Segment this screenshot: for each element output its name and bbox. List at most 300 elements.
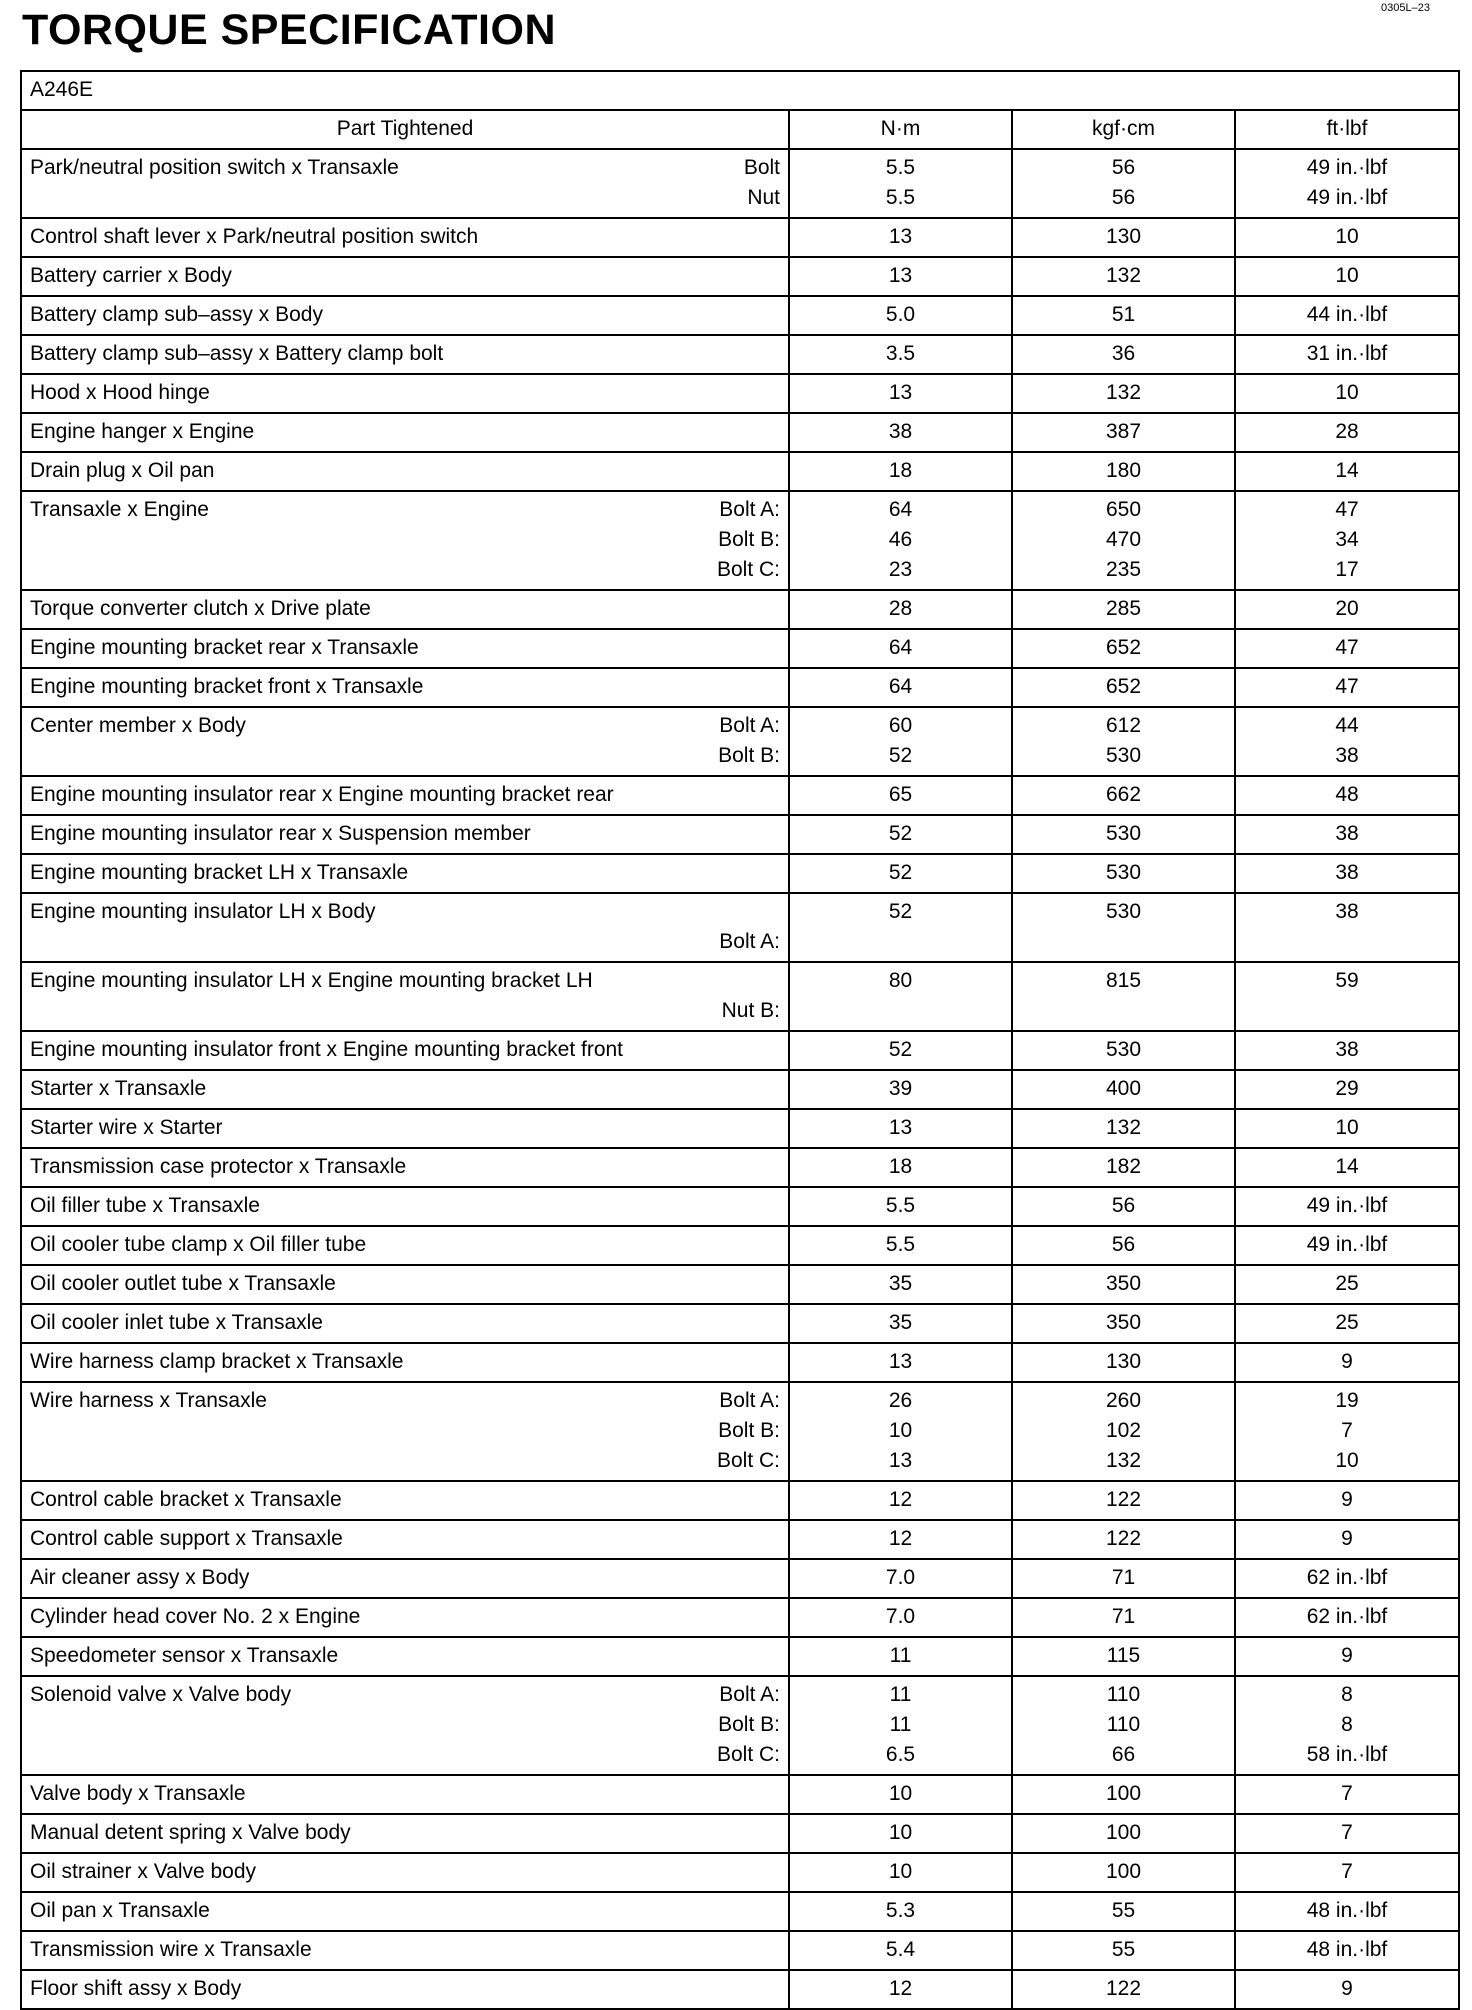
value-ft-lbf-cell — [1235, 1226, 1459, 1265]
part-name: Center member x Body — [30, 714, 246, 737]
value-ft-lbf: 10 — [1335, 225, 1359, 248]
part-cell — [21, 1676, 789, 1775]
part-name: Valve body x Transaxle — [30, 1782, 246, 1805]
value-kgf-cm: 55 — [1111, 1938, 1136, 1961]
value-nm-cell — [789, 1109, 1012, 1148]
value-ft-lbf: 7 — [1341, 1419, 1353, 1442]
part-line — [30, 1818, 780, 1848]
value-kgf-cm: 350 — [1105, 1311, 1142, 1334]
value-ft-lbf-cell — [1235, 1481, 1459, 1520]
value-kgf-cm-cell — [1012, 374, 1235, 413]
value-nm: 13 — [888, 264, 913, 287]
value-kgf-cm-cell — [1012, 1382, 1235, 1481]
value-ft-lbf-cell — [1235, 1931, 1459, 1970]
fastener-label: Nut B: — [721, 999, 780, 1022]
value-kgf-cm-cell — [1012, 668, 1235, 707]
value-kgf-cm: 122 — [1105, 1488, 1142, 1511]
part-cell — [21, 629, 789, 668]
value-ft-lbf: 47 — [1335, 636, 1359, 659]
value-nm: 5.5 — [885, 1233, 916, 1256]
part-cell — [21, 590, 789, 629]
value-kgf-cm-cell — [1012, 1931, 1235, 1970]
value-ft-lbf: 38 — [1335, 744, 1359, 767]
value-ft-lbf: 20 — [1335, 597, 1359, 620]
part-cell — [21, 1481, 789, 1520]
value-nm: 5.3 — [885, 1899, 916, 1922]
value-ft-lbf-cell — [1235, 1970, 1459, 2009]
value-ft-lbf-cell — [1235, 1109, 1459, 1148]
table-row — [21, 1853, 1459, 1892]
value-kgf-cm: 56 — [1111, 1233, 1136, 1256]
value-nm-cell — [789, 218, 1012, 257]
value-ft-lbf-cell — [1235, 1148, 1459, 1187]
part-line — [30, 495, 780, 525]
value-nm-cell — [789, 374, 1012, 413]
value-kgf-cm-cell — [1012, 1814, 1235, 1853]
part-name: Battery clamp sub–assy x Battery clamp bolt — [30, 342, 444, 365]
value-nm-cell — [789, 1148, 1012, 1187]
value-nm-cell — [789, 1520, 1012, 1559]
value-nm-cell — [789, 707, 1012, 776]
table-row — [21, 374, 1459, 413]
value-ft-lbf-cell — [1235, 1265, 1459, 1304]
value-kgf-cm-cell — [1012, 335, 1235, 374]
table-row — [21, 893, 1459, 962]
value-nm: 60 — [888, 714, 913, 737]
part-cell — [21, 1031, 789, 1070]
value-ft-lbf: 25 — [1335, 1311, 1359, 1334]
value-nm-cell — [789, 491, 1012, 590]
value-ft-lbf: 47 — [1335, 675, 1359, 698]
value-nm: 64 — [888, 675, 913, 698]
value-ft-lbf: 44 in.·lbf — [1306, 303, 1388, 326]
table-row — [21, 854, 1459, 893]
value-nm: 18 — [888, 459, 913, 482]
value-nm-cell — [789, 629, 1012, 668]
part-cell — [21, 1148, 789, 1187]
part-cell — [21, 815, 789, 854]
part-name: Hood x Hood hinge — [30, 381, 210, 404]
value-nm: 26 — [888, 1389, 913, 1412]
value-kgf-cm-cell — [1012, 296, 1235, 335]
value-ft-lbf: 49 in.·lbf — [1306, 1194, 1388, 1217]
value-nm-cell — [789, 776, 1012, 815]
value-nm-cell — [789, 1070, 1012, 1109]
fastener-label: Bolt B: — [718, 1713, 780, 1736]
value-kgf-cm-cell — [1012, 149, 1235, 218]
value-kgf-cm: 530 — [1105, 1038, 1142, 1061]
part-line — [30, 222, 780, 252]
part-line — [30, 1935, 780, 1965]
value-nm: 11 — [889, 1644, 912, 1667]
part-name: Engine mounting insulator LH x Engine mounting bracket LH — [30, 969, 593, 992]
value-ft-lbf-cell — [1235, 590, 1459, 629]
part-line — [30, 1974, 780, 2004]
part-cell — [21, 1109, 789, 1148]
part-line — [30, 1230, 780, 1260]
value-ft-lbf-cell — [1235, 815, 1459, 854]
value-nm: 64 — [888, 498, 913, 521]
part-line — [30, 966, 780, 996]
value-kgf-cm: 122 — [1105, 1977, 1142, 2000]
value-nm: 23 — [888, 558, 913, 581]
value-kgf-cm-cell — [1012, 1775, 1235, 1814]
part-cell — [21, 1775, 789, 1814]
part-line — [30, 1035, 780, 1065]
value-nm: 10 — [888, 1821, 913, 1844]
header-nm: N·m — [789, 110, 1012, 149]
value-ft-lbf-cell — [1235, 374, 1459, 413]
value-kgf-cm: 662 — [1105, 783, 1142, 806]
value-nm: 64 — [888, 636, 913, 659]
part-cell — [21, 149, 789, 218]
value-kgf-cm: 102 — [1105, 1419, 1142, 1442]
value-ft-lbf: 48 — [1335, 783, 1359, 806]
value-kgf-cm-cell — [1012, 452, 1235, 491]
fastener-label: Bolt A: — [719, 930, 780, 953]
value-nm-cell — [789, 1031, 1012, 1070]
part-line — [30, 594, 780, 624]
part-line — [30, 1857, 780, 1887]
part-name: Manual detent spring x Valve body — [30, 1821, 351, 1844]
table-row — [21, 1775, 1459, 1814]
value-ft-lbf: 10 — [1335, 1116, 1359, 1139]
part-cell — [21, 257, 789, 296]
value-kgf-cm: 115 — [1106, 1644, 1141, 1667]
value-kgf-cm-cell — [1012, 815, 1235, 854]
table-row — [21, 962, 1459, 1031]
value-ft-lbf-cell — [1235, 452, 1459, 491]
value-kgf-cm: 612 — [1105, 714, 1142, 737]
value-ft-lbf: 31 in.·lbf — [1306, 342, 1388, 365]
part-name: Battery clamp sub–assy x Body — [30, 303, 323, 326]
value-ft-lbf: 7 — [1341, 1860, 1353, 1883]
value-ft-lbf: 9 — [1341, 1488, 1353, 1511]
part-cell — [21, 335, 789, 374]
value-kgf-cm: 36 — [1111, 342, 1136, 365]
value-nm: 6.5 — [885, 1743, 916, 1766]
part-name: Oil cooler inlet tube x Transaxle — [30, 1311, 323, 1334]
value-ft-lbf: 14 — [1335, 1155, 1359, 1178]
value-ft-lbf-cell — [1235, 962, 1459, 1031]
fastener-label: Bolt C: — [716, 1449, 780, 1472]
fastener-label: Bolt B: — [718, 1419, 780, 1442]
value-ft-lbf: 8 — [1341, 1683, 1353, 1706]
part-line — [30, 927, 780, 957]
part-line — [30, 1074, 780, 1104]
table-row — [21, 218, 1459, 257]
value-nm-cell — [789, 1931, 1012, 1970]
value-nm: 35 — [888, 1272, 913, 1295]
part-line — [30, 153, 780, 183]
part-cell — [21, 218, 789, 257]
part-line — [30, 858, 780, 888]
value-ft-lbf-cell — [1235, 1304, 1459, 1343]
value-nm-cell — [789, 149, 1012, 218]
value-kgf-cm: 110 — [1106, 1683, 1141, 1706]
value-ft-lbf-cell — [1235, 854, 1459, 893]
value-nm-cell — [789, 1814, 1012, 1853]
value-kgf-cm: 180 — [1105, 459, 1142, 482]
part-cell — [21, 1637, 789, 1676]
value-kgf-cm: 182 — [1105, 1155, 1142, 1178]
part-name: Wire harness x Transaxle — [30, 1389, 267, 1412]
model-row — [21, 71, 1459, 110]
value-kgf-cm-cell — [1012, 1853, 1235, 1892]
value-kgf-cm: 132 — [1105, 381, 1142, 404]
part-line — [30, 1710, 780, 1740]
part-name: Park/neutral position switch x Transaxle — [30, 156, 399, 179]
part-line — [30, 1446, 780, 1476]
value-ft-lbf: 59 — [1335, 969, 1359, 992]
table-row — [21, 452, 1459, 491]
fastener-label: Bolt A: — [719, 1389, 780, 1412]
value-kgf-cm: 260 — [1105, 1389, 1142, 1412]
value-kgf-cm-cell — [1012, 629, 1235, 668]
value-nm: 5.4 — [885, 1938, 916, 1961]
table-row — [21, 776, 1459, 815]
value-nm-cell — [789, 668, 1012, 707]
value-ft-lbf: 9 — [1341, 1977, 1353, 2000]
part-name: Oil strainer x Valve body — [30, 1860, 257, 1883]
part-cell — [21, 1343, 789, 1382]
part-name: Oil filler tube x Transaxle — [30, 1194, 260, 1217]
table-row — [21, 1187, 1459, 1226]
part-line — [30, 1113, 780, 1143]
value-ft-lbf-cell — [1235, 1676, 1459, 1775]
part-name: Control cable support x Transaxle — [30, 1527, 343, 1550]
fastener-label: Bolt — [743, 156, 780, 179]
fastener-label: Bolt A: — [719, 498, 780, 521]
value-kgf-cm: 100 — [1105, 1860, 1142, 1883]
part-name: Speedometer sensor x Transaxle — [30, 1644, 339, 1667]
value-ft-lbf: 58 in.·lbf — [1306, 1743, 1388, 1766]
value-kgf-cm-cell — [1012, 1226, 1235, 1265]
part-line — [30, 1347, 780, 1377]
part-cell — [21, 1970, 789, 2009]
part-cell — [21, 776, 789, 815]
fastener-label: Bolt B: — [718, 528, 780, 551]
value-ft-lbf: 9 — [1341, 1350, 1353, 1373]
table-row — [21, 1676, 1459, 1775]
value-ft-lbf-cell — [1235, 257, 1459, 296]
value-ft-lbf-cell — [1235, 1031, 1459, 1070]
value-nm-cell — [789, 893, 1012, 962]
value-kgf-cm: 652 — [1105, 675, 1142, 698]
value-kgf-cm: 815 — [1105, 969, 1142, 992]
torque-spec-table — [20, 70, 1460, 2010]
fastener-label: Nut — [747, 186, 780, 209]
part-line — [30, 378, 780, 408]
part-name: Starter x Transaxle — [30, 1077, 207, 1100]
value-kgf-cm: 650 — [1105, 498, 1142, 521]
part-name: Transaxle x Engine — [30, 498, 209, 521]
table-row — [21, 815, 1459, 854]
value-ft-lbf: 17 — [1335, 558, 1359, 581]
part-cell — [21, 413, 789, 452]
part-line — [30, 1680, 780, 1710]
part-line — [30, 1485, 780, 1515]
table-row — [21, 1970, 1459, 2009]
value-kgf-cm: 350 — [1105, 1272, 1142, 1295]
value-kgf-cm: 132 — [1105, 1449, 1142, 1472]
value-nm: 7.0 — [885, 1605, 916, 1628]
part-cell — [21, 668, 789, 707]
value-kgf-cm: 55 — [1111, 1899, 1136, 1922]
part-name: Air cleaner assy x Body — [30, 1566, 250, 1589]
value-nm: 39 — [888, 1077, 913, 1100]
value-kgf-cm: 530 — [1105, 744, 1142, 767]
part-cell — [21, 1187, 789, 1226]
part-line — [30, 183, 780, 213]
value-nm-cell — [789, 257, 1012, 296]
page-title: TORQUE SPECIFICATION — [22, 6, 556, 54]
table-row — [21, 1031, 1459, 1070]
value-ft-lbf-cell — [1235, 296, 1459, 335]
part-line — [30, 1602, 780, 1632]
value-ft-lbf-cell — [1235, 1070, 1459, 1109]
table-row — [21, 629, 1459, 668]
table-row — [21, 1559, 1459, 1598]
value-ft-lbf: 38 — [1335, 861, 1359, 884]
value-nm: 52 — [888, 822, 913, 845]
part-line — [30, 633, 780, 663]
value-nm-cell — [789, 1676, 1012, 1775]
fastener-label: Bolt A: — [719, 1683, 780, 1706]
value-nm-cell — [789, 1304, 1012, 1343]
part-line — [30, 261, 780, 291]
part-line — [30, 1152, 780, 1182]
table-row — [21, 1520, 1459, 1559]
table-row — [21, 1931, 1459, 1970]
header-part: Part Tightened — [21, 110, 789, 149]
table-row — [21, 1892, 1459, 1931]
part-line — [30, 555, 780, 585]
part-line — [30, 1563, 780, 1593]
part-name: Control cable bracket x Transaxle — [30, 1488, 342, 1511]
model-label: A246E — [21, 71, 1459, 110]
table-row — [21, 1109, 1459, 1148]
value-ft-lbf-cell — [1235, 893, 1459, 962]
header-ft-lbf: ft·lbf — [1235, 110, 1459, 149]
value-kgf-cm: 56 — [1111, 156, 1136, 179]
value-ft-lbf: 49 in.·lbf — [1306, 1233, 1388, 1256]
value-kgf-cm-cell — [1012, 707, 1235, 776]
value-nm: 13 — [888, 381, 913, 404]
value-kgf-cm-cell — [1012, 1481, 1235, 1520]
value-kgf-cm: 235 — [1105, 558, 1142, 581]
table-row — [21, 491, 1459, 590]
part-cell — [21, 1559, 789, 1598]
value-kgf-cm-cell — [1012, 413, 1235, 452]
value-nm: 10 — [888, 1419, 913, 1442]
part-cell — [21, 707, 789, 776]
value-kgf-cm: 51 — [1111, 303, 1136, 326]
value-ft-lbf: 44 — [1335, 714, 1359, 737]
value-ft-lbf-cell — [1235, 1637, 1459, 1676]
table-row — [21, 1148, 1459, 1187]
value-ft-lbf-cell — [1235, 1343, 1459, 1382]
value-ft-lbf-cell — [1235, 1187, 1459, 1226]
fastener-label: Bolt B: — [718, 744, 780, 767]
value-kgf-cm: 132 — [1105, 1116, 1142, 1139]
value-kgf-cm: 71 — [1111, 1566, 1136, 1589]
value-nm: 13 — [888, 1350, 913, 1373]
value-kgf-cm: 387 — [1105, 420, 1142, 443]
table-row — [21, 668, 1459, 707]
value-nm: 10 — [888, 1860, 913, 1883]
value-kgf-cm: 100 — [1105, 1782, 1142, 1805]
value-ft-lbf: 34 — [1335, 528, 1359, 551]
value-ft-lbf-cell — [1235, 335, 1459, 374]
value-ft-lbf: 38 — [1335, 1038, 1359, 1061]
value-kgf-cm-cell — [1012, 218, 1235, 257]
value-kgf-cm-cell — [1012, 1187, 1235, 1226]
part-cell — [21, 1892, 789, 1931]
table-row — [21, 413, 1459, 452]
value-ft-lbf: 48 in.·lbf — [1306, 1899, 1388, 1922]
value-ft-lbf: 38 — [1335, 900, 1359, 923]
value-kgf-cm-cell — [1012, 1031, 1235, 1070]
value-kgf-cm-cell — [1012, 1148, 1235, 1187]
value-nm: 52 — [888, 744, 913, 767]
value-ft-lbf-cell — [1235, 1892, 1459, 1931]
value-ft-lbf: 48 in.·lbf — [1306, 1938, 1388, 1961]
value-nm-cell — [789, 1853, 1012, 1892]
value-kgf-cm: 130 — [1105, 1350, 1142, 1373]
value-nm: 13 — [888, 1116, 913, 1139]
value-nm-cell — [789, 413, 1012, 452]
value-kgf-cm: 530 — [1105, 861, 1142, 884]
value-nm-cell — [789, 1598, 1012, 1637]
part-name: Battery carrier x Body — [30, 264, 232, 287]
table-body — [21, 149, 1459, 2009]
part-cell — [21, 296, 789, 335]
value-kgf-cm-cell — [1012, 1070, 1235, 1109]
table-row — [21, 1814, 1459, 1853]
value-nm-cell — [789, 1343, 1012, 1382]
value-nm: 12 — [888, 1488, 913, 1511]
value-ft-lbf: 14 — [1335, 459, 1359, 482]
part-line — [30, 897, 780, 927]
value-kgf-cm-cell — [1012, 1598, 1235, 1637]
value-ft-lbf: 28 — [1335, 420, 1359, 443]
value-nm-cell — [789, 854, 1012, 893]
value-kgf-cm-cell — [1012, 1343, 1235, 1382]
value-kgf-cm: 132 — [1105, 264, 1142, 287]
value-kgf-cm: 470 — [1105, 528, 1142, 551]
value-kgf-cm-cell — [1012, 1109, 1235, 1148]
part-line — [30, 1524, 780, 1554]
value-nm: 5.5 — [885, 156, 916, 179]
part-line — [30, 1308, 780, 1338]
table-row — [21, 1226, 1459, 1265]
value-kgf-cm: 652 — [1105, 636, 1142, 659]
header-row — [21, 110, 1459, 149]
value-ft-lbf: 10 — [1335, 381, 1359, 404]
value-kgf-cm: 110 — [1106, 1713, 1141, 1736]
value-ft-lbf-cell — [1235, 1853, 1459, 1892]
fastener-label: Bolt C: — [716, 1743, 780, 1766]
part-line — [30, 525, 780, 555]
value-ft-lbf: 29 — [1335, 1077, 1359, 1100]
value-ft-lbf-cell — [1235, 1520, 1459, 1559]
value-ft-lbf-cell — [1235, 1775, 1459, 1814]
value-kgf-cm: 56 — [1111, 186, 1136, 209]
table-row — [21, 1637, 1459, 1676]
value-ft-lbf: 49 in.·lbf — [1306, 156, 1388, 179]
value-kgf-cm-cell — [1012, 893, 1235, 962]
